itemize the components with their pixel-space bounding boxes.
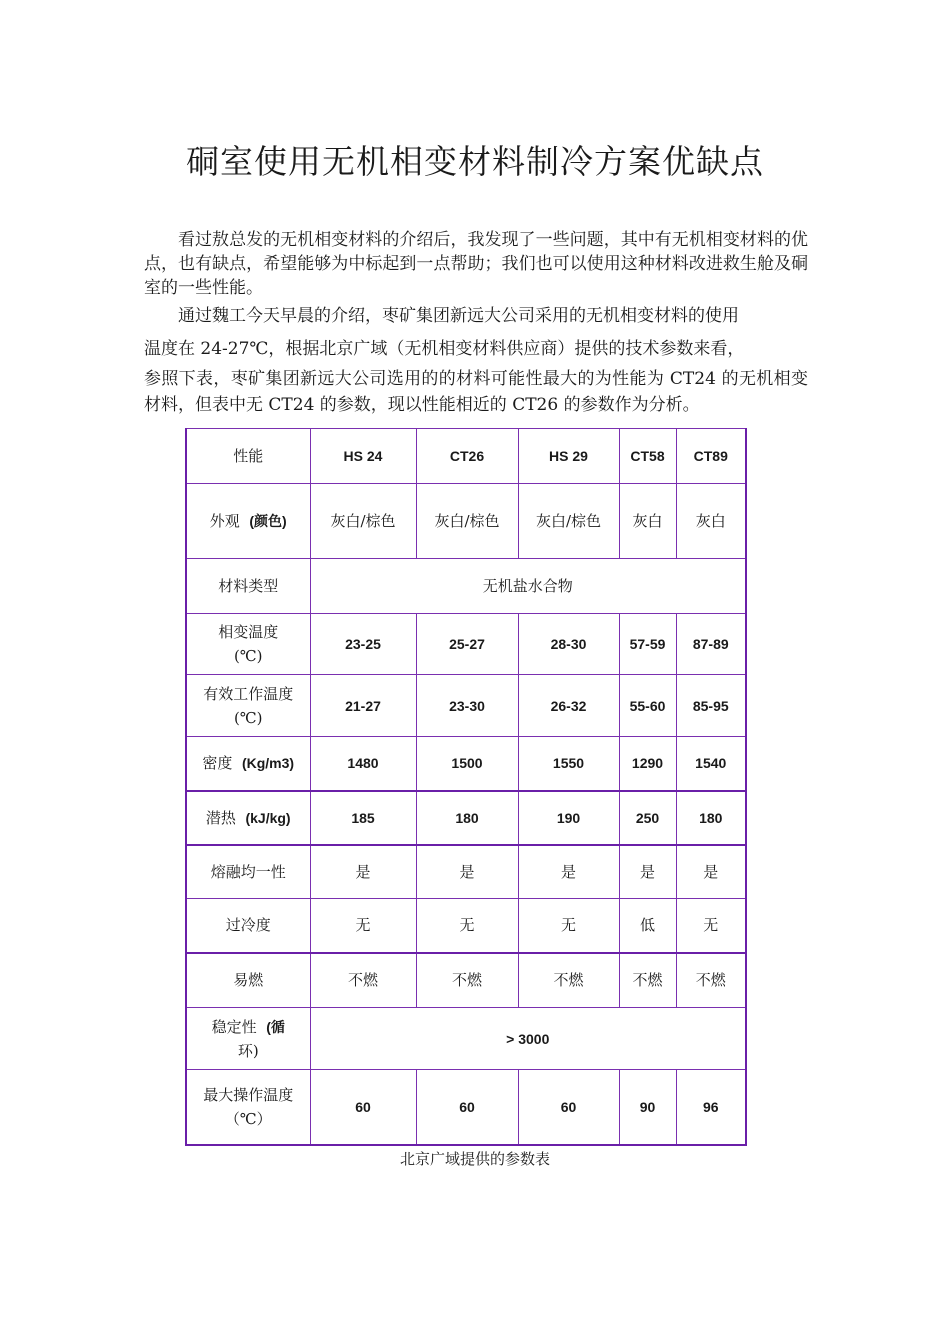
table-cell: 1550 bbox=[518, 737, 619, 791]
table-cell: 1480 bbox=[310, 737, 416, 791]
label-text: 外观 bbox=[209, 512, 240, 530]
table-cell: 无 bbox=[310, 899, 416, 953]
table-cell: 1290 bbox=[619, 737, 676, 791]
table-caption: 北京广域提供的参数表 bbox=[399, 1150, 550, 1168]
parameter-table bbox=[185, 428, 747, 1146]
table-cell: 1500 bbox=[416, 737, 518, 791]
header-cell: HS 24 bbox=[310, 429, 416, 484]
table-cell: 60 bbox=[416, 1070, 518, 1145]
table-row bbox=[186, 899, 746, 953]
label-text: (Kg/m3) bbox=[241, 755, 295, 772]
label-text: 有效工作温度 bbox=[203, 684, 294, 703]
table-row bbox=[186, 675, 746, 737]
table-cell: 87-89 bbox=[676, 614, 746, 675]
label-text: 相变温度 bbox=[218, 623, 279, 641]
row-label: 过冷度 bbox=[186, 899, 310, 953]
table-row bbox=[186, 1008, 746, 1070]
table-cell: 21-27 bbox=[310, 675, 416, 737]
header-cell: CT58 bbox=[619, 429, 676, 484]
table-cell: 是 bbox=[310, 845, 416, 899]
table-cell: 是 bbox=[518, 845, 619, 899]
table-row bbox=[186, 791, 746, 845]
table-cell: 185 bbox=[310, 791, 416, 845]
table-cell: 25-27 bbox=[416, 614, 518, 675]
table-cell: 是 bbox=[619, 845, 676, 899]
label-text: 稳定性 bbox=[211, 1017, 257, 1036]
header-cell: CT89 bbox=[676, 429, 746, 484]
paragraph-line: 温度在 24-27℃，根据北京广域（无机相变材料供应商）提供的技术参数来看， bbox=[144, 339, 745, 359]
table-row bbox=[186, 953, 746, 1008]
table-cell: 不燃 bbox=[619, 953, 676, 1008]
table-row bbox=[186, 559, 746, 614]
table-cell: 无 bbox=[676, 899, 746, 953]
table-cell: 是 bbox=[416, 845, 518, 899]
table-cell: 灰白/棕色 bbox=[518, 484, 619, 559]
table-header-row bbox=[186, 429, 746, 484]
table-cell: 60 bbox=[310, 1070, 416, 1145]
table-cell: 不燃 bbox=[518, 953, 619, 1008]
label-text: (℃) bbox=[234, 647, 263, 665]
table-cell-merged: > 3000 bbox=[310, 1008, 746, 1070]
header-cell: HS 29 bbox=[518, 429, 619, 484]
label-text: (℃) bbox=[234, 708, 263, 727]
label-text: 密度 bbox=[202, 754, 233, 773]
table-cell: 180 bbox=[676, 791, 746, 845]
table-cell: 不燃 bbox=[310, 953, 416, 1008]
table-row bbox=[186, 1070, 746, 1145]
row-label bbox=[186, 791, 310, 845]
table-cell: 57-59 bbox=[619, 614, 676, 675]
paragraph-line: 参照下表，枣矿集团新远大公司选用的的材料可能性最大的为性能为 CT24 的无机相变材料，但表中无 CT24 的参数，现以性能相近的 CT26 的参数作为分析。 bbox=[144, 369, 808, 415]
table-cell: 不燃 bbox=[676, 953, 746, 1008]
table-row bbox=[186, 737, 746, 791]
table-cell: 是 bbox=[676, 845, 746, 899]
label-text: 最大操作温度 bbox=[203, 1085, 294, 1104]
table-cell: 85-95 bbox=[676, 675, 746, 737]
table-cell: 灰白 bbox=[619, 484, 676, 559]
label-text: (kJ/kg) bbox=[245, 809, 291, 826]
row-label: 易燃 bbox=[186, 953, 310, 1008]
table-row bbox=[186, 484, 746, 559]
table-cell: 无 bbox=[518, 899, 619, 953]
row-label bbox=[186, 675, 310, 737]
row-label bbox=[186, 1008, 310, 1070]
table-cell: 90 bbox=[619, 1070, 676, 1145]
table-cell: 23-30 bbox=[416, 675, 518, 737]
label-text: (循 bbox=[266, 1018, 285, 1035]
table-cell: 无 bbox=[416, 899, 518, 953]
context-paragraph bbox=[144, 300, 808, 418]
row-label bbox=[186, 614, 310, 675]
table-cell: 26-32 bbox=[518, 675, 619, 737]
table-cell: 60 bbox=[518, 1070, 619, 1145]
intro-paragraph: 看过敖总发的无机相变材料的介绍后，我发现了一些问题，其中有无机相变材料的优点，也有缺点，希望能够为中标起到一点帮助；我们也可以使用这种材料改进救生舱及硐室的一些性能。 bbox=[144, 230, 808, 298]
table-cell: 不燃 bbox=[416, 953, 518, 1008]
header-cell: CT26 bbox=[416, 429, 518, 484]
row-label bbox=[186, 484, 310, 559]
table-cell: 96 bbox=[676, 1070, 746, 1145]
label-text: 环) bbox=[237, 1041, 259, 1060]
table-cell: 灰白 bbox=[676, 484, 746, 559]
row-label: 材料类型 bbox=[186, 559, 310, 614]
label-text: 潜热 bbox=[205, 808, 236, 827]
header-cell: 性能 bbox=[186, 429, 310, 484]
label-text: （℃） bbox=[224, 1109, 272, 1128]
row-label bbox=[186, 1070, 310, 1145]
paragraph-line: 通过魏工今天早晨的介绍，枣矿集团新远大公司采用的无机相变材料的使用 bbox=[178, 306, 739, 326]
table-cell: 28-30 bbox=[518, 614, 619, 675]
table-cell: 55-60 bbox=[619, 675, 676, 737]
table-cell-merged: 无机盐水合物 bbox=[310, 559, 746, 614]
table-cell: 1540 bbox=[676, 737, 746, 791]
table-cell: 250 bbox=[619, 791, 676, 845]
row-label: 熔融均一性 bbox=[186, 845, 310, 899]
row-label bbox=[186, 737, 310, 791]
table-cell: 低 bbox=[619, 899, 676, 953]
label-text: (颜色) bbox=[249, 513, 287, 529]
table-cell: 灰白/棕色 bbox=[416, 484, 518, 559]
table-cell: 180 bbox=[416, 791, 518, 845]
table-row bbox=[186, 614, 746, 675]
page-title: 硐室使用无机相变材料制冷方案优缺点 bbox=[186, 142, 764, 181]
table-cell: 灰白/棕色 bbox=[310, 484, 416, 559]
table-cell: 23-25 bbox=[310, 614, 416, 675]
table-row bbox=[186, 845, 746, 899]
table-cell: 190 bbox=[518, 791, 619, 845]
